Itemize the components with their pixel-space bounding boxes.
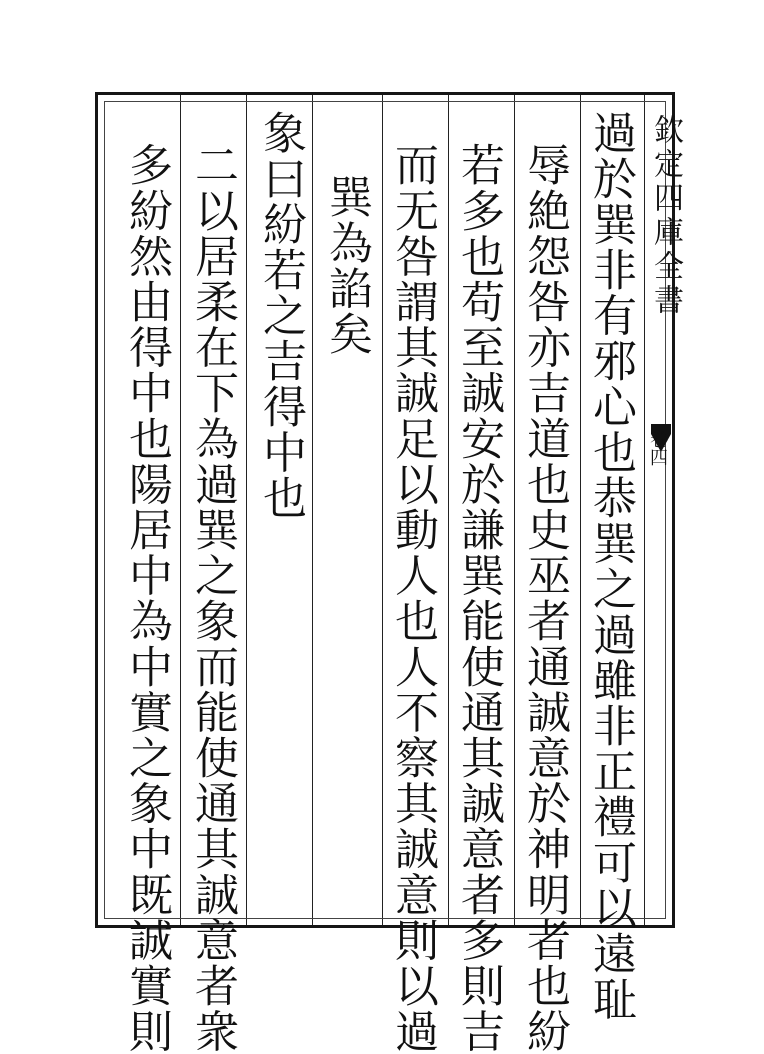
- text-column-3: 若多也苟至誠安於謙巽能使通其誠意者多則吉: [453, 142, 504, 1054]
- text-column-1: 過於巽非有邪心也恭巽之過雖非正禮可以遠耻: [585, 110, 636, 1022]
- book-title: 欽定四庫全書: [648, 114, 683, 318]
- column-rule: [246, 95, 247, 925]
- text-column-4: 而无咎謂其誠足以動人也人不察其誠意則以過: [387, 142, 438, 1054]
- text-column-2: 辱絶怨咎亦吉道也史巫者通誠意於神明者也紛: [519, 142, 570, 1054]
- text-column-5: 巽為諂矣: [321, 174, 372, 357]
- text-column-6: 象曰紛若之吉得中也: [255, 110, 306, 521]
- page-banner: [644, 92, 683, 928]
- text-column-7: 二以居柔在下為過巽之象而能使通其誠意者衆: [187, 142, 238, 1054]
- column-rule: [312, 95, 313, 925]
- volume-label: 卷四: [647, 430, 668, 466]
- text-column-8: 多紛然由得中也陽居中為中實之象中既誠實則: [121, 142, 172, 1054]
